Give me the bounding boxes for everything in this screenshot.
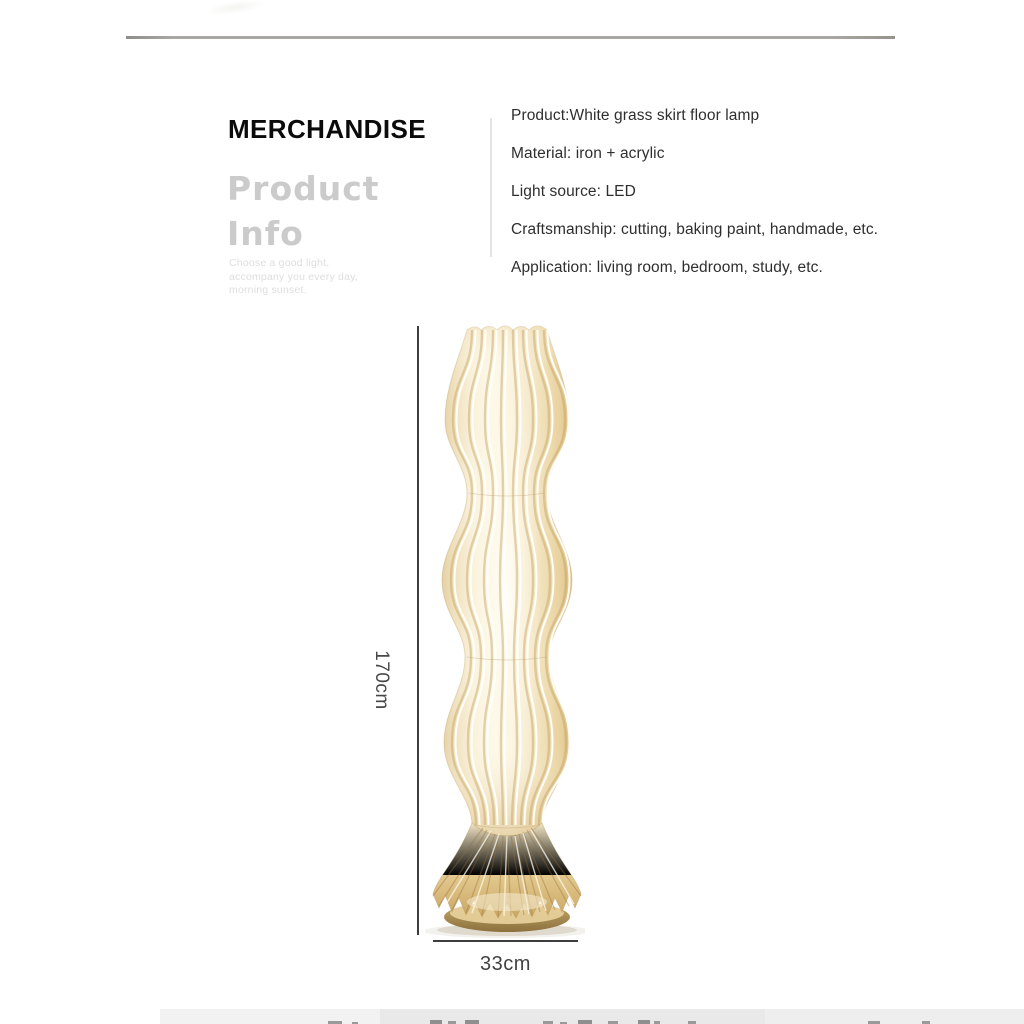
subtitle-line-product: Product: [227, 169, 380, 208]
cutoff-text-mark: [465, 1020, 479, 1024]
vertical-divider: [490, 118, 492, 257]
tagline-line-3: morning sunset.: [229, 284, 307, 296]
next-section-cutoff-bar: [160, 1009, 1024, 1024]
page-title: MERCHANDISE: [228, 114, 426, 144]
spec-item-craftsmanship: Craftsmanship: cutting, baking paint, handmade, etc.: [511, 221, 879, 238]
watermark-smudge: [204, 0, 265, 18]
floor-lamp-image: [425, 318, 585, 940]
spec-item-application: Application: living room, bedroom, study, etc.: [511, 259, 823, 276]
width-dimension-line: [433, 940, 578, 942]
spec-list: [511, 106, 878, 296]
tagline: [229, 257, 358, 298]
spec-item-material: Material: iron + acrylic: [511, 145, 665, 162]
subtitle-line-info: Info: [227, 214, 304, 253]
lamp-skirt: [433, 823, 581, 918]
width-dimension-label: 33cm: [480, 953, 531, 975]
cutoff-text-mark: [430, 1020, 442, 1024]
cutoff-bar-segment: [765, 1009, 1024, 1024]
height-dimension-line: [417, 326, 419, 935]
lamp-body: [442, 326, 572, 913]
subtitle: [227, 166, 380, 256]
cutoff-text-mark: [638, 1020, 650, 1024]
spec-item-light-source: Light source: LED: [511, 183, 636, 200]
height-dimension-label: 170cm: [371, 650, 392, 710]
tagline-line-2: accompany you every day,: [229, 270, 358, 283]
cutoff-text-mark: [578, 1020, 592, 1024]
spec-item-product: Product:White grass skirt floor lamp: [511, 107, 760, 124]
top-divider-line: [126, 36, 895, 39]
tagline-line-1: Choose a good light,: [229, 257, 330, 269]
cutoff-bar-segment: [160, 1009, 380, 1024]
